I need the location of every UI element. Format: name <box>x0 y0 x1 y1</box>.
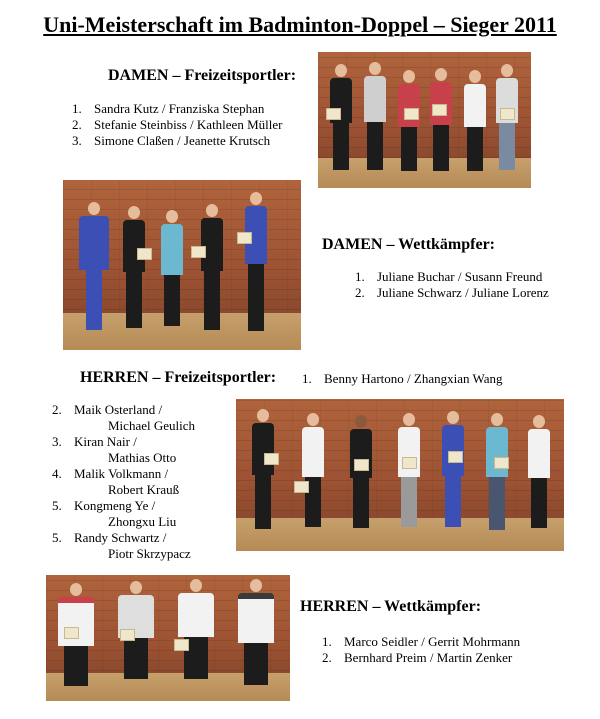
herren-wettkaempfer-heading: HERREN – Wettkämpfer: <box>300 598 482 615</box>
damen-freizeitsportler-heading: DAMEN – Freizeitsportler: <box>108 67 297 84</box>
list-item: 1. Sandra Kutz / Franziska Stephan <box>72 101 265 116</box>
page-title: Uni-Meisterschaft im Badminton-Doppel – Sieger 2011 <box>43 12 557 37</box>
list-item-continuation: Robert Krauß <box>108 482 180 497</box>
list-item: 5. Randy Schwartz / <box>52 530 167 545</box>
list-item: 1. Juliane Buchar / Susann Freund <box>355 269 543 284</box>
photo-herren-freizeitsportler <box>236 399 564 551</box>
list-item: 5. Kongmeng Ye / <box>52 498 156 513</box>
photo-herren-wettkaempfer <box>46 575 290 701</box>
list-item-continuation: Mathias Otto <box>108 450 177 465</box>
herren-freizeitsportler-list <box>52 402 195 562</box>
list-item: 2. Bernhard Preim / Martin Zenker <box>322 650 513 665</box>
damen-wettkaempfer-heading: DAMEN – Wettkämpfer: <box>322 236 496 253</box>
herren-wettkaempfer-list <box>322 634 520 666</box>
herren-freizeitsportler-first-place: 1. Benny Hartono / Zhangxian Wang <box>302 371 503 386</box>
list-item-continuation: Michael Geulich <box>108 418 195 433</box>
list-item: 2. Stefanie Steinbiss / Kathleen Müller <box>72 117 283 132</box>
damen-freizeitsportler-list <box>72 101 282 149</box>
herren-freizeitsportler-heading: HERREN – Freizeitsportler: <box>80 369 277 386</box>
list-item: 2. Maik Osterland / <box>52 402 163 417</box>
list-item: 3. Kiran Nair / <box>52 434 137 449</box>
list-item: 4. Malik Volkmann / <box>52 466 169 481</box>
list-item-continuation: Zhongxu Liu <box>108 514 177 529</box>
photo-damen-wettkaempfer <box>63 180 301 350</box>
list-item: 2. Juliane Schwarz / Juliane Lorenz <box>355 285 549 300</box>
list-item: 3. Simone Claßen / Jeanette Krutsch <box>72 133 271 148</box>
photo-damen-freizeitsportler <box>318 52 531 188</box>
list-item-continuation: Piotr Skrzypacz <box>108 546 191 561</box>
damen-wettkaempfer-list <box>355 269 549 301</box>
list-item: 1. Marco Seidler / Gerrit Mohrmann <box>322 634 521 649</box>
